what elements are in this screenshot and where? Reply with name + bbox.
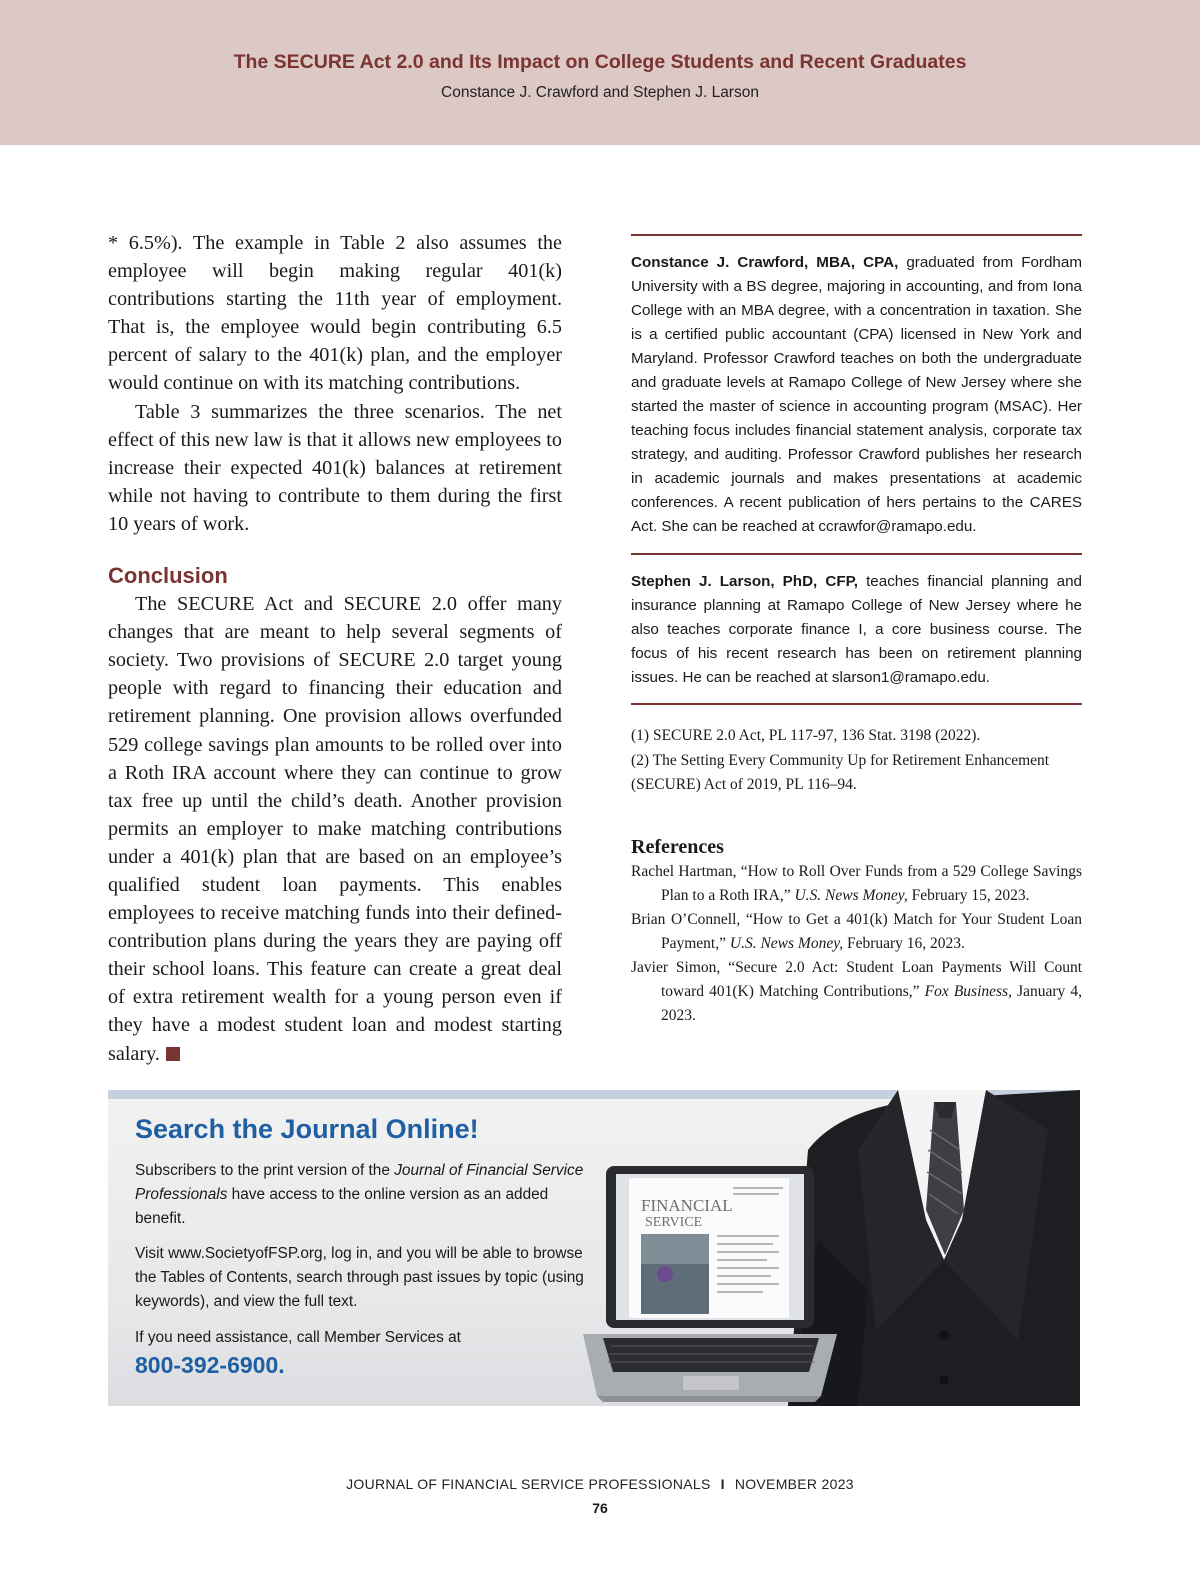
reference-source: U.S. News Money, — [729, 934, 844, 952]
ad-phone-number: 800-392-6900. — [135, 1352, 285, 1378]
conclusion-text: The SECURE Act and SECURE 2.0 offer many changes that are meant to help several segments of society. Two provisions of SECURE 2.0 target young people with regard to financing their education and retirement planning. One provision allows overfunded 529 college savings plan amounts to be rolled over into a Roth IRA account where they can continue to grow tax free up until the child’s death. Another provision permits an employer to make matching contributions under a 401(k) plan that are based on an employee’s qualified student loan payments. This enables employees to receive matching funds into their defined-contribution plans during the years they are paying off their school loans. This feature can create a great deal of extra retirement wealth for a young person even if they have a modest student loan and modest starting salary. — [108, 593, 562, 1065]
footnotes — [631, 724, 1082, 798]
screen-journal-subtitle: SERVICE — [645, 1215, 703, 1230]
ad-paragraph: If you need assistance, call Member Services at — [135, 1329, 461, 1346]
body-paragraph: * 6.5%). The example in Table 2 also assumes the employee will begin making regular 401(k) contributions starting the 11th year of employment. That is, the employee would begin contributing 6.5 percent of salary to the 401(k) plan, and the employer would continue on with its matching contributions. — [108, 232, 562, 395]
footer-separator: I — [720, 1476, 725, 1492]
article-title: The SECURE Act 2.0 and Its Impact on College Students and Recent Graduates — [233, 51, 967, 73]
screen-journal-title: FINANCIAL — [641, 1196, 733, 1215]
references-heading: References — [631, 835, 724, 858]
reference-item — [631, 908, 1082, 956]
reference-date: February 16, 2023. — [843, 934, 965, 952]
footnote: (1) SECURE 2.0 Act, PL 117-97, 136 Stat. 3198 (2022). — [631, 727, 981, 744]
reference-item — [631, 956, 1082, 1028]
conclusion-paragraph — [108, 590, 562, 1068]
author-bio-crawford — [631, 251, 1082, 539]
author-bio-larson — [631, 570, 1082, 690]
laptop-image — [583, 1166, 843, 1406]
reference-text: Javier Simon, “Secure 2.0 Act: Student Loan Payments Will Count toward 401(K) Matching Contributions,” — [631, 958, 1082, 1000]
divider — [631, 553, 1082, 555]
end-mark-icon — [166, 1047, 180, 1061]
reference-date: February 15, 2023. — [907, 886, 1030, 904]
reference-source: U.S. News Money, — [794, 886, 908, 904]
reference-text: Rachel Hartman, “How to Roll Over Funds from a 529 College Savings Plan to a Roth IRA,” — [631, 862, 1082, 904]
ad-journal-name: Journal of Financial Service Professionals — [135, 1162, 584, 1203]
divider — [631, 703, 1082, 705]
reference-source: Fox Business, — [924, 982, 1012, 1000]
reference-text: Brian O’Connell, “How to Get a 401(k) Match for Your Student Loan Payment,” — [631, 910, 1082, 952]
conclusion-heading: Conclusion — [108, 563, 228, 589]
ad-text: have access to the online version as an added benefit. — [135, 1186, 549, 1227]
page-number: 76 — [592, 1500, 608, 1516]
article-authors: Constance J. Crawford and Stephen J. Larson — [441, 84, 759, 101]
author-bio-text: teaches financial planning and insurance planning at Ramapo College of New Jersey where he also teaches corporate finance I, a core business course. The focus of his recent research has been on retirement planning issues. He can be reached at slarson1@ramapo.edu. — [631, 573, 1083, 686]
body-paragraph: Table 3 summarizes the three scenarios. The net effect of this new law is that it allows new employees to increase their expected 401(k) balances at retirement while not having to contribute to them during the first 10 years of work. — [108, 400, 562, 535]
ad-paragraph — [135, 1159, 595, 1231]
page-footer — [0, 1476, 1200, 1492]
ad-text: Subscribers to the print version of the — [135, 1162, 395, 1179]
author-bio-text: graduated from Fordham University with a BS degree, majoring in accounting, and from Iona College with an MBA degree, with a concentration in taxation. She is a certified public accountant (CPA) licensed in New York and Maryland. Professor Crawford teaches on both the undergraduate and graduate levels at Ramapo College of New Jersey where she started the master of science in accounting program (MSAC). Her teaching focus includes financial statement analysis, corporate tax strategy, and auditing. Professor Crawford publishes her research in academic journals and makes presentations at academic conferences. A recent publication of hers pertains to the CARES Act. She can be reached at ccrawfor@ramapo.edu. — [631, 254, 1082, 535]
divider — [631, 234, 1082, 236]
footer-journal: JOURNAL OF FINANCIAL SERVICE PROFESSIONALS — [346, 1476, 711, 1492]
journal-online-ad — [108, 1090, 1080, 1406]
ad-paragraph: Visit www.SocietyofFSP.org, log in, and you will be able to browse the Tables of Contents, search through past issues by topic (using keywords), and view the full text. — [135, 1245, 584, 1310]
reference-date: January 4, 2023. — [661, 982, 1082, 1024]
footer-date: NOVEMBER 2023 — [734, 1476, 854, 1492]
reference-item — [631, 860, 1082, 908]
main-text-column — [108, 229, 562, 1068]
ad-title: Search the Journal Online! — [135, 1114, 479, 1144]
author-name: Stephen J. Larson, PhD, CFP, — [631, 573, 858, 590]
running-header — [0, 0, 1200, 145]
author-name: Constance J. Crawford, MBA, CPA, — [631, 254, 899, 271]
footnote: (2) The Setting Every Community Up for Retirement Enhancement (SECURE) Act of 2019, PL 116–94. — [631, 751, 1050, 793]
sidebar-column — [631, 234, 1082, 1028]
